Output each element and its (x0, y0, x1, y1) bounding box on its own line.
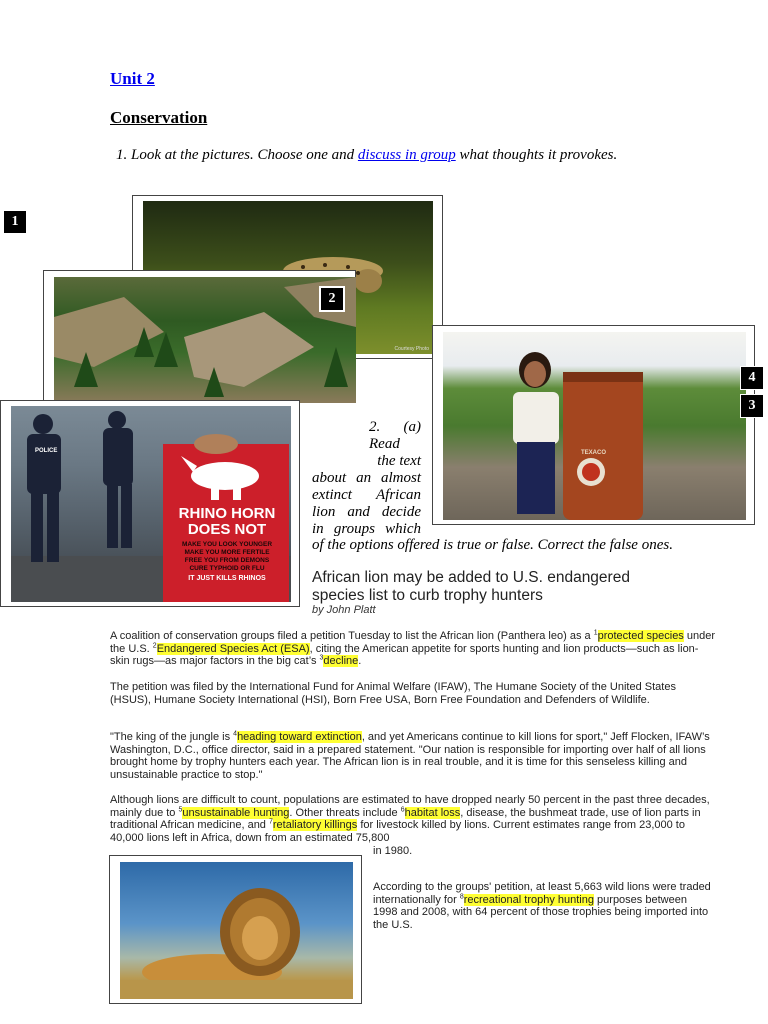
girl-drum-photo (443, 332, 746, 520)
article-byline: by John Platt (312, 604, 376, 616)
p5-text-2: purposes between 1998 and 2008, with 64 percent of those trophies being imported into the U.S. (373, 893, 709, 931)
task-2-line-1: the text (377, 453, 421, 469)
p3-text-1: "The king of the jungle is (110, 731, 234, 743)
discuss-in-group-link[interactable]: discuss in group (357, 147, 456, 163)
highlight-retaliatory-killings: retaliatory killings (272, 819, 358, 832)
highlight-decline: decline (323, 655, 359, 668)
highlight-esa: Endangered Species Act (ESA) (156, 642, 310, 655)
picture-number-2-badge: 2 (319, 286, 345, 312)
p3-ref-4: 4 (233, 730, 238, 738)
task-2-number: 2. (369, 419, 381, 435)
highlight-protected-species: protected species (597, 630, 684, 642)
photo-credit: Courtesy Photo (394, 346, 429, 352)
p1-ref-1: 1 (593, 629, 598, 637)
rhino-sign-small-1: MAKE YOU LOOK YOUNGER (181, 541, 273, 548)
p4-ref-6: 6 (400, 805, 405, 813)
drum-label: TEXACO (581, 450, 607, 456)
article-paragraph-3 (110, 731, 716, 781)
p4-ref-5: 5 (178, 805, 183, 813)
girl-drum-photo-frame (432, 325, 755, 525)
p4-text-4: for livestock killed by lions. Current estimates range from 23,000 to 40,000 lions left in Africa, down from an estimated 75,800 (110, 819, 685, 844)
task-1-prefix: 1. Look at the pictures. Choose one and (116, 147, 358, 163)
p4-text-3: , disease, the bushmeat trade, use of lion parts in traditional African medicine, and (110, 806, 701, 832)
article-paragraph-4-tail: in 1980. (373, 845, 413, 857)
task-2-line-3: extinct African (312, 487, 421, 503)
picture-number-4-badge: 4 (740, 366, 764, 390)
rhino-sign-text (165, 506, 289, 583)
deforestation-photo-frame (43, 270, 356, 403)
p1-text-1: A coalition of conservation groups filed a petition Tuesday to list the African lion (Panthera leo) as a (110, 630, 591, 642)
task-2-part-a: (a) (403, 419, 421, 435)
lion-photo-frame (109, 855, 362, 1004)
picture-number-1-badge: 1 (4, 211, 26, 233)
rhino-sign-small-3: FREE YOU FROM DEMONS (184, 557, 270, 564)
highlight-habitat-loss: habitat loss (404, 806, 461, 819)
p1-text-4: . (358, 655, 362, 668)
task-2-read: Read (369, 436, 400, 452)
task-2-line-2: about an almost (312, 470, 421, 486)
rhino-sign-photo (11, 406, 291, 602)
p4-text-2: . Other threats include (289, 806, 401, 819)
article-paragraph-2: The petition was filed by the International Fund for Animal Welfare (IFAW), The Humane Society of the United States (HSUS), Humane Society International (HSI), Born Free USA, Born Free Foundation and Defenders of Wildlife. (110, 681, 676, 706)
rhino-sign-footer: IT JUST KILLS RHINOS (188, 575, 266, 582)
rhino-sign-line-1: RHINO HORN (178, 505, 276, 522)
p1-ref-3: 3 (319, 654, 324, 662)
p5-ref-8: 8 (459, 892, 464, 900)
highlight-heading-toward-extinction: heading toward extinction (237, 731, 362, 743)
p1-ref-2: 2 (152, 641, 157, 649)
article-title-line-1: African lion may be added to U.S. endangered (312, 569, 630, 586)
p3-text-2: , and yet Americans continue to kill lions for sport," Jeff Flocken, IFAW’s Washington, D.C., office director, said in a prepared statement. "Our nation is responsible for importing over half of all lions brought home by trophy hunters each year. The African lion is in real trouble, and it is time for this senseless killing and unsustainable practice to stop." (110, 731, 710, 781)
article-paragraph-4 (110, 794, 716, 844)
article-paragraph-5 (373, 881, 713, 931)
p4-ref-7: 7 (268, 818, 273, 826)
p4-text-1: Although lions are difficult to count, populations are estimated to have dropped nearly 50 percent in the past three decades, mainly due to (110, 794, 710, 819)
highlight-recreational-trophy-hunting: recreational trophy hunting (463, 893, 594, 906)
unit-title-link[interactable]: Unit 2 (110, 69, 155, 88)
p1-text-3: , citing the American appetite for sports hunting and lion products—such as lion-skin rugs—as major factors in the big cat’s (110, 642, 699, 668)
section-heading: Conservation (110, 108, 208, 127)
rhino-sign-photo-frame (0, 400, 300, 607)
task-1-suffix: what thoughts it provokes. (455, 147, 618, 163)
picture-number-3-badge: 3 (740, 394, 764, 418)
police-vest-label: POLICE (35, 448, 58, 454)
article-paragraph-1 (110, 630, 716, 668)
p5-text-1: According to the groups' petition, at least 5,663 wild lions were traded internationally for (373, 881, 711, 906)
article-title (312, 569, 630, 605)
deforestation-photo (54, 277, 356, 403)
task-1-instruction (116, 147, 617, 164)
task-2-wrapped-lines (312, 453, 421, 538)
highlight-unsustainable-hunting: unsustainable hunting (182, 806, 290, 819)
task-2-line-5: in groups which (312, 521, 421, 537)
task-2-line-4: lion and decide (312, 504, 421, 520)
rhino-sign-small-2: MAKE YOU MORE FERTILE (184, 549, 270, 556)
lion-photo (120, 862, 353, 999)
article-title-line-2: species list to curb trophy hunters (312, 587, 543, 604)
rhino-sign-line-2: DOES NOT (187, 521, 267, 538)
rhino-sign-small-4: CURE TYPHOID OR FLU (189, 565, 265, 572)
task-2-tail: of the options offered is true or false. Correct the false ones. (312, 537, 673, 553)
task-2-header (369, 419, 421, 453)
p1-text-2: under the U.S. (110, 630, 716, 655)
